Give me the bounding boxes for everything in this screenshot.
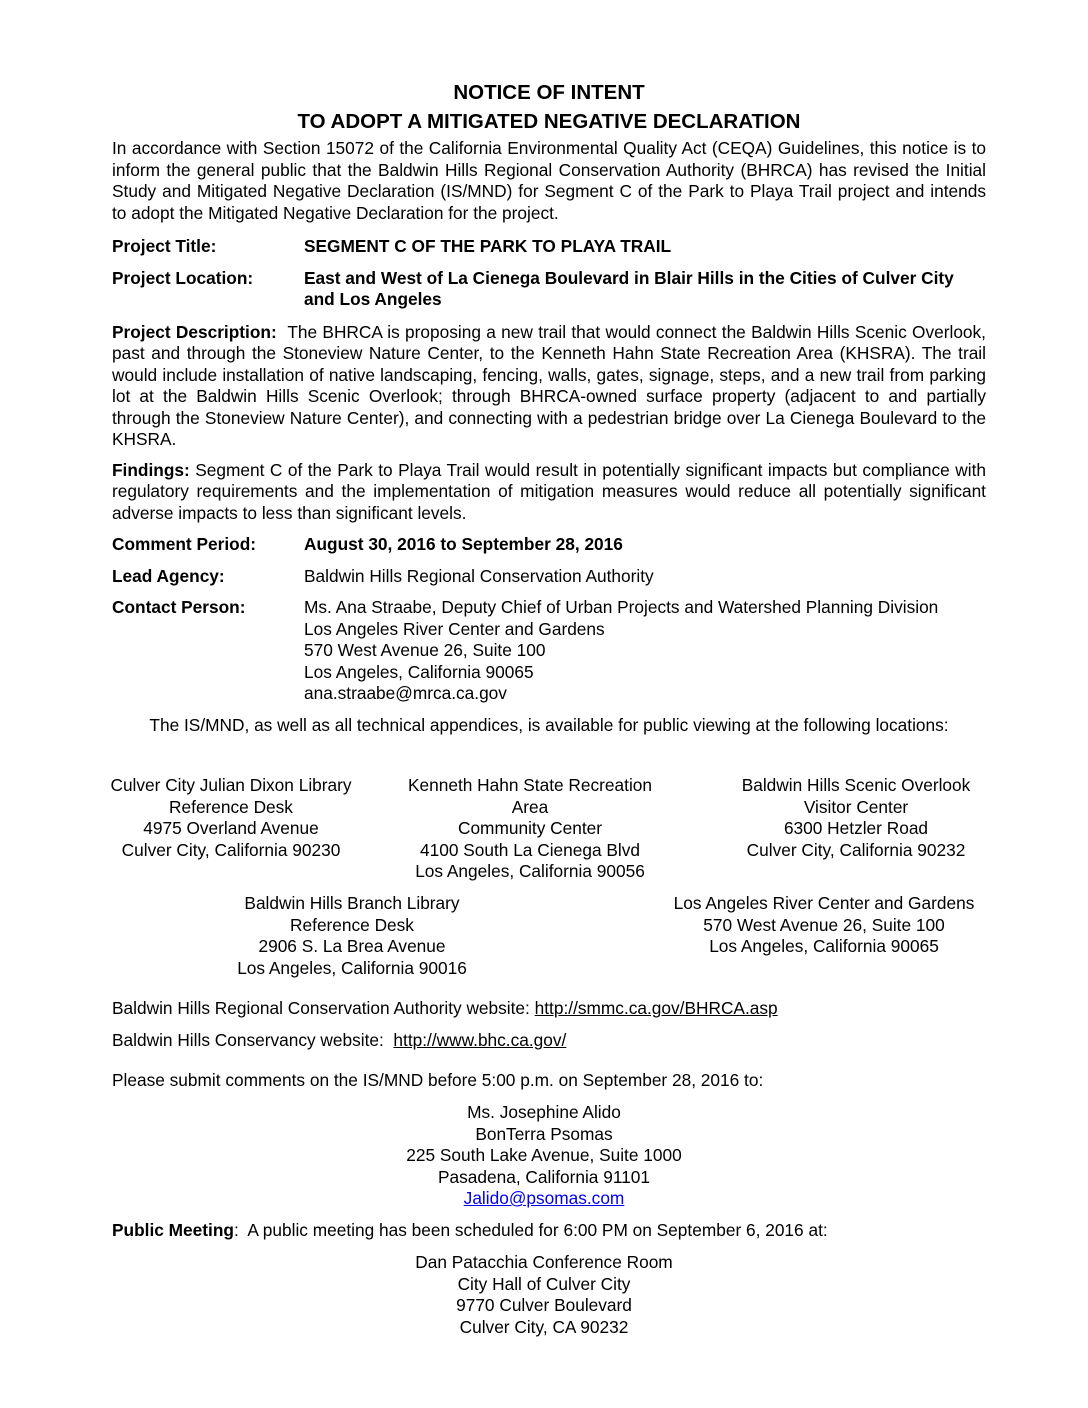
website-bhc-label: Baldwin Hills Conservancy website: bbox=[112, 1030, 394, 1050]
submit-to-city: Pasadena, California 91101 bbox=[437, 1166, 650, 1187]
location-line: 6300 Hetzler Road bbox=[783, 818, 929, 838]
location-line: Los Angeles, California 90016 bbox=[237, 957, 467, 978]
location-kenneth-hahn bbox=[392, 775, 668, 883]
meeting-street: 9770 Culver Boulevard bbox=[456, 1295, 632, 1315]
project-title-value: SEGMENT C OF THE PARK TO PLAYA TRAIL bbox=[304, 236, 672, 256]
location-line: Community Center bbox=[457, 818, 603, 838]
website-bhrca bbox=[112, 998, 986, 1020]
lead-agency-row bbox=[112, 566, 986, 588]
contact-org: Los Angeles River Center and Gardens bbox=[304, 618, 605, 639]
project-location-value: East and West of La Cienega Boulevard in Blair Hills in the Cities of Culver City and Los Angeles bbox=[304, 267, 954, 309]
project-description-label: Project Description: bbox=[112, 321, 277, 342]
comment-period-value: August 30, 2016 to September 28, 2016 bbox=[304, 534, 623, 554]
location-line: Reference Desk bbox=[169, 796, 293, 817]
location-line: Culver City Julian Dixon Library bbox=[110, 775, 352, 795]
location-line: Reference Desk bbox=[290, 914, 414, 935]
contact-person-label: Contact Person: bbox=[112, 597, 246, 617]
findings-label: Findings: bbox=[112, 459, 190, 480]
lead-agency-value: Baldwin Hills Regional Conservation Authority bbox=[304, 565, 654, 586]
location-line: Kenneth Hahn State Recreation bbox=[407, 775, 653, 795]
location-la-river-center bbox=[654, 893, 994, 958]
submit-to-address bbox=[0, 1102, 1088, 1210]
project-title-label: Project Title: bbox=[112, 236, 217, 256]
comment-period-row bbox=[112, 534, 986, 556]
submit-to-name: Ms. Josephine Alido bbox=[467, 1102, 621, 1122]
location-line: Culver City, California 90232 bbox=[746, 839, 966, 860]
availability-text: The IS/MND, as well as all technical appendices, is available for public viewing at the following locations: bbox=[149, 714, 949, 735]
findings bbox=[112, 460, 986, 525]
public-meeting-location bbox=[0, 1252, 1088, 1338]
location-line: Visitor Center bbox=[803, 796, 909, 817]
contact-name: Ms. Ana Straabe, Deputy Chief of Urban Projects and Watershed Planning Division bbox=[304, 597, 939, 617]
location-line: Culver City, California 90230 bbox=[121, 839, 341, 860]
project-location-label: Project Location: bbox=[112, 267, 254, 288]
document-page bbox=[112, 78, 986, 736]
location-line: Baldwin Hills Branch Library bbox=[244, 893, 460, 913]
contact-person-details bbox=[304, 597, 986, 705]
contact-person-row bbox=[112, 597, 986, 705]
location-line: 2906 S. La Brea Avenue bbox=[258, 936, 446, 956]
contact-email[interactable]: ana.straabe@mrca.ca.gov bbox=[304, 683, 507, 703]
submit-to-company: BonTerra Psomas bbox=[475, 1123, 613, 1144]
public-meeting bbox=[112, 1220, 986, 1242]
findings-value: Segment C of the Park to Playa Trail would result in potentially significant impacts but compliance with regulatory requirements and the implementation of mitigation measures would reduce all potentially significant adverse impacts to less than significant levels. bbox=[112, 459, 986, 523]
location-line: Los Angeles, California 90065 bbox=[709, 936, 939, 956]
meeting-building: City Hall of Culver City bbox=[457, 1273, 631, 1294]
submit-to-email-link[interactable]: Jalido@psomas.com bbox=[463, 1188, 625, 1208]
lead-agency-label: Lead Agency: bbox=[112, 565, 225, 586]
title-line-1: NOTICE OF INTENT bbox=[453, 81, 645, 104]
project-title-row bbox=[112, 236, 986, 258]
location-culver-city-library bbox=[96, 775, 366, 861]
project-location-row bbox=[112, 268, 986, 311]
public-meeting-label: Public Meeting bbox=[112, 1220, 234, 1240]
project-description-value: The BHRCA is proposing a new trail that would connect the Baldwin Hills Scenic Overlook, past and through the Stoneview Nature Center, to the Kenneth Hahn State Recreation Area (KHSRA). The trail would include installation of native landscaping, fencing, walls, gates, signage, steps, and a new trail from parking lot at the Baldwin Hills Scenic Overlook; through BHRCA-owned surface property (adjacent to and partially through the Stoneview Nature Center), and connecting with a pedestrian bridge over La Cienega Boulevard to the KHSRA. bbox=[112, 321, 986, 449]
location-line: 570 West Avenue 26, Suite 100 bbox=[703, 914, 945, 935]
location-line: Los Angeles, California 90056 bbox=[415, 861, 645, 881]
public-meeting-text: : A public meeting has been scheduled for 6:00 PM on September 6, 2016 at: bbox=[233, 1220, 828, 1240]
submit-comments-text: Please submit comments on the IS/MND before 5:00 p.m. on September 28, 2016 to: bbox=[112, 1070, 764, 1090]
location-baldwin-hills-branch-library bbox=[214, 893, 490, 979]
website-bhrca-label: Baldwin Hills Regional Conservation Authority website: bbox=[112, 998, 535, 1018]
location-line: Baldwin Hills Scenic Overlook bbox=[741, 775, 971, 795]
location-line: 4975 Overland Avenue bbox=[143, 818, 319, 838]
meeting-room: Dan Patacchia Conference Room bbox=[415, 1252, 673, 1272]
website-bhc-link[interactable]: http://www.bhc.ca.gov/ bbox=[393, 1030, 567, 1050]
comment-period-label: Comment Period: bbox=[112, 534, 257, 554]
intro-paragraph: In accordance with Section 15072 of the California Environmental Quality Act (CEQA) Guidelines, this notice is to inform the general public that the Baldwin Hills Regional Conservation Authority (BHRCA) has revised the Initial Study and Mitigated Negative Declaration (IS/MND) for Segment C of the Park to Playa Trail project and intends to adopt the Mitigated Negative Declaration for the project. bbox=[112, 138, 986, 223]
website-bhc bbox=[112, 1030, 986, 1052]
contact-city: Los Angeles, California 90065 bbox=[304, 661, 534, 682]
location-line: 4100 South La Cienega Blvd bbox=[419, 839, 641, 860]
website-bhrca-link[interactable]: http://smmc.ca.gov/BHRCA.asp bbox=[534, 998, 778, 1018]
title-line-2: TO ADOPT A MITIGATED NEGATIVE DECLARATION bbox=[297, 110, 801, 133]
location-line: Los Angeles River Center and Gardens bbox=[673, 893, 975, 913]
submit-to-street: 225 South Lake Avenue, Suite 1000 bbox=[406, 1145, 682, 1165]
project-description bbox=[112, 322, 986, 451]
location-scenic-overlook bbox=[718, 775, 994, 861]
location-line: Area bbox=[511, 796, 549, 817]
meeting-city: Culver City, CA 90232 bbox=[459, 1316, 629, 1337]
contact-address: 570 West Avenue 26, Suite 100 bbox=[304, 640, 546, 660]
